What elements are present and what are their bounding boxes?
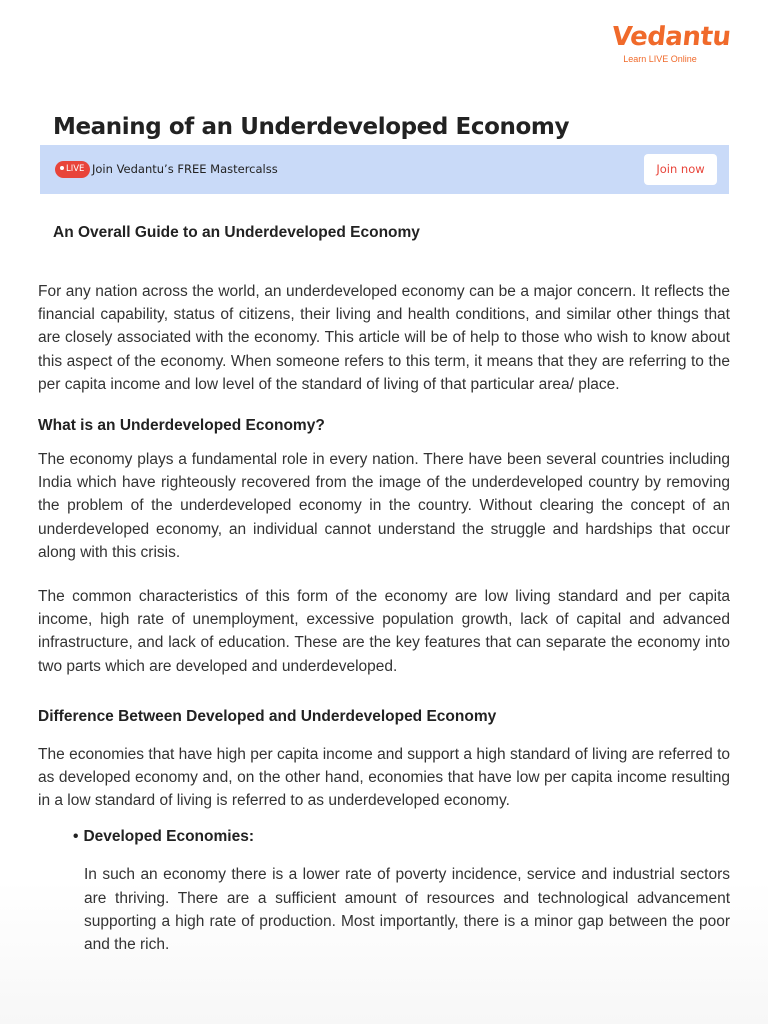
logo-wordmark: Vedantu <box>610 22 733 52</box>
bullet-paragraph: In such an economy there is a lower rate of poverty incidence, service and industrial sectors are thriving. There are a sufficient amount of resources and technological advancement supporting a high rate of production. Most importantly, there is a minor gap between the poor and the rich. <box>84 866 730 954</box>
live-badge <box>55 161 90 178</box>
intro-paragraph: For any nation across the world, an underdeveloped economy can be a major concern. It reflects the financial capability, status of citizens, their living and health conditions, and similar other things that are closely associated with the economy. This article will be of help to those who wish to know about this aspect of the economy. When someone refers to this term, it means that they are referring to the per capita income and low level of the standard of living of that particular area/ place. <box>38 283 730 393</box>
article-subtitle: An Overall Guide to an Underdeveloped Economy <box>53 224 420 241</box>
logo-tagline: Learn LIVE Online <box>623 54 697 64</box>
live-dot-icon <box>60 166 64 170</box>
banner-text: Join Vedantu’s FREE Mastercalss <box>92 162 278 176</box>
join-now-button[interactable]: Join now <box>644 154 717 185</box>
live-badge-label: LIVE <box>66 164 85 174</box>
bullet-heading-developed <box>73 826 730 848</box>
vedantu-logo[interactable] <box>610 22 733 65</box>
section-paragraph: The common characteristics of this form of the economy are low living standard and per capita income, high rate of unemployment, excessive population growth, lack of capital and advanced infrastructure, and lack of education. These are the key features that can separate the economy into two parts which are developed and underdeveloped. <box>38 588 730 675</box>
bullet-icon: • <box>73 828 79 846</box>
section-heading-difference: Difference Between Developed and Underdeveloped Economy <box>38 707 497 725</box>
section-heading-what-is: What is an Underdeveloped Economy? <box>38 417 325 435</box>
bullet-heading-label: Developed Economies: <box>83 828 254 846</box>
section-paragraph: The economy plays a fundamental role in every nation. There have been several countries including India which have righteously recovered from the image of the underdeveloped country by removing the problem of the underdeveloped economy in the country. Without clearing the concept of an underdeveloped economy, an individual cannot understand the struggle and hardships that occur along with this crisis. <box>38 451 730 561</box>
section-paragraph: The economies that have high per capita income and support a high standard of living are referred to as developed economy and, on the other hand, economies that have low per capita income resulting in a low standard of living is referred to as underdeveloped economy. <box>38 745 730 810</box>
masterclass-banner <box>40 145 729 194</box>
page-title: Meaning of an Underdeveloped Economy <box>53 114 570 140</box>
article-body <box>38 222 730 956</box>
